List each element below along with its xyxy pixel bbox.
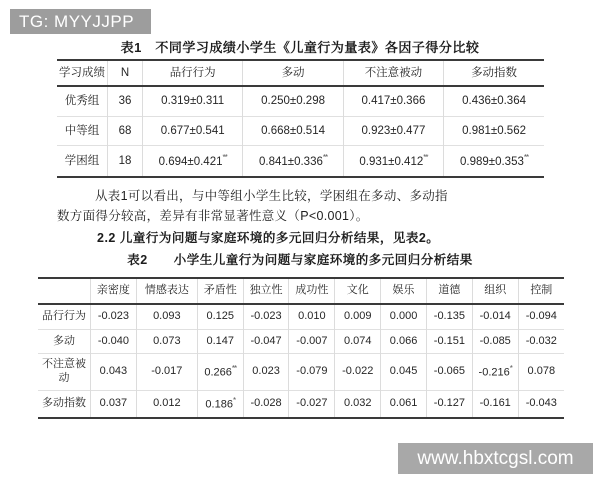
table2-col-header-3: 矛盾性 — [197, 278, 243, 304]
table1-value-cell: 0.931±0.412** — [343, 146, 443, 178]
table1-group-cell: 学困组 — [64, 155, 100, 168]
table2-col-header-5: 成功性 — [289, 278, 335, 304]
significance-mark: ** — [222, 153, 227, 163]
table2-row-2 — [38, 354, 564, 391]
table2-row-3 — [38, 390, 564, 418]
table1-value-cell: 0.436±0.364 — [444, 86, 544, 116]
table2-value-cell: -0.094 — [518, 304, 564, 329]
table1-n-cell: 68 — [108, 116, 143, 145]
table1-value-cell: 0.923±0.477 — [343, 116, 443, 145]
table2-row-1 — [38, 329, 564, 354]
table2-value-cell: -0.022 — [335, 354, 381, 391]
table1-value-cell: 0.319±0.311 — [143, 86, 243, 116]
site-watermark: www.hbxtcgsl.com — [398, 443, 593, 474]
table2-head — [38, 278, 564, 304]
table1-head — [57, 60, 544, 86]
table2-value-cell: -0.079 — [289, 354, 335, 391]
table2-col-header-2: 情感表达 — [136, 278, 197, 304]
table2-row-label: 品行行为 — [42, 309, 86, 322]
table1-row-1 — [57, 116, 544, 145]
table2-value-cell: -0.017 — [136, 354, 197, 391]
table2-body — [38, 304, 564, 418]
table1-n-cell: 18 — [108, 146, 143, 178]
table1-title: 表1 不同学习成绩小学生《儿童行为量表》各因子得分比较 — [120, 40, 480, 55]
table2-value-cell: -0.028 — [243, 390, 289, 418]
table2-value-cell: 0.023 — [243, 354, 289, 391]
table2-row-0 — [38, 304, 564, 329]
table2-value-cell: -0.127 — [426, 390, 472, 418]
table2-value-cell: -0.032 — [518, 329, 564, 354]
table2-col-header-8: 道德 — [426, 278, 472, 304]
table1-value-cell: 0.250±0.298 — [243, 86, 343, 116]
table2-value-cell: -0.047 — [243, 329, 289, 354]
table1-col-header-0: 学习成绩 — [59, 67, 105, 79]
section-2-2-heading: 2.2 儿童行为问题与家庭环境的多元回归分析结果，见表2。 — [97, 231, 440, 245]
table2-value-cell: 0.147 — [197, 329, 243, 354]
table2-value-cell: 0.093 — [136, 304, 197, 329]
table2-value-cell: -0.027 — [289, 390, 335, 418]
table1-value-cell: 0.417±0.366 — [343, 86, 443, 116]
table2-value-cell: -0.007 — [289, 329, 335, 354]
table2-value-cell: -0.014 — [472, 304, 518, 329]
significance-mark: * — [232, 395, 236, 405]
table1-value-cell: 0.677±0.541 — [143, 116, 243, 145]
table2-value-cell: -0.135 — [426, 304, 472, 329]
table2-value-cell: 0.037 — [91, 390, 137, 418]
table2-row-label: 多动 — [53, 334, 75, 347]
significance-mark: ** — [523, 153, 529, 163]
table1-n-cell: 36 — [108, 86, 143, 116]
table1-row-2 — [57, 146, 544, 178]
significance-mark: ** — [322, 153, 328, 163]
table2-value-cell: 0.032 — [335, 390, 381, 418]
table2-row-label: 不注意被动 — [42, 358, 86, 384]
significance-mark: ** — [423, 153, 428, 163]
paragraph-line-1: 从表1可以看出，与中等组小学生比较，学困组在多动、多动指 — [95, 189, 448, 203]
significance-mark: ** — [231, 363, 237, 373]
table2-value-cell: -0.043 — [518, 390, 564, 418]
table2-col-header-6: 文化 — [335, 278, 381, 304]
table2-col-header-1: 亲密度 — [91, 278, 137, 304]
table2-col-header-4: 独立性 — [243, 278, 289, 304]
table1-row-0 — [57, 86, 544, 116]
table2-value-cell: 0.045 — [381, 354, 427, 391]
table2-value-cell: 0.186* — [197, 390, 243, 418]
table2-value-cell: 0.266** — [197, 354, 243, 391]
table2-title: 表2 小学生儿童行为问题与家庭环境的多元回归分析结果 — [127, 253, 473, 267]
table1-col-header-5: 多动指数 — [444, 60, 544, 86]
table2-regression-results — [38, 277, 564, 419]
table2-value-cell: 0.066 — [381, 329, 427, 354]
table2-col-header-10: 控制 — [518, 278, 564, 304]
tg-channel-badge: TG: MYYJJPP — [10, 9, 151, 34]
table2-value-cell: -0.040 — [91, 329, 137, 354]
table2-header-row — [38, 278, 564, 304]
table2-value-cell: -0.085 — [472, 329, 518, 354]
table2-col-header-7: 娱乐 — [381, 278, 427, 304]
table1-value-cell: 0.668±0.514 — [243, 116, 343, 145]
table2-value-cell: 0.125 — [197, 304, 243, 329]
table1-header-row — [57, 60, 544, 86]
table1-value-cell: 0.694±0.421** — [143, 146, 243, 178]
table2-col-header-9: 组织 — [472, 278, 518, 304]
table1-group-cell: 优秀组 — [64, 95, 100, 108]
table2-value-cell: 0.061 — [381, 390, 427, 418]
table2-value-cell: 0.012 — [136, 390, 197, 418]
analysis-paragraph — [57, 186, 549, 226]
significance-mark: * — [509, 363, 512, 373]
table2-value-cell: -0.216* — [472, 354, 518, 391]
table2-value-cell: -0.023 — [91, 304, 137, 329]
table1-col-header-4: 不注意被动 — [343, 60, 443, 86]
table2-value-cell: -0.065 — [426, 354, 472, 391]
table1-value-cell: 0.981±0.562 — [444, 116, 544, 145]
table1-group-cell: 中等组 — [64, 124, 100, 137]
table2-value-cell: -0.161 — [472, 390, 518, 418]
table2-col-header-0 — [38, 278, 91, 304]
table2-value-cell: 0.073 — [136, 329, 197, 354]
table2-value-cell: 0.078 — [518, 354, 564, 391]
table2-value-cell: 0.043 — [91, 354, 137, 391]
table1-body — [57, 86, 544, 177]
table2-value-cell: 0.074 — [335, 329, 381, 354]
table2-value-cell: -0.023 — [243, 304, 289, 329]
table2-value-cell: 0.009 — [335, 304, 381, 329]
table2-row-label: 多动指数 — [42, 397, 86, 410]
table1-value-cell: 0.989±0.353** — [444, 146, 544, 178]
table1-score-comparison — [57, 59, 544, 178]
table1-col-header-1: N — [108, 60, 143, 86]
table1-col-header-3: 多动 — [243, 60, 343, 86]
table1-value-cell: 0.841±0.336** — [243, 146, 343, 178]
table2-value-cell: 0.010 — [289, 304, 335, 329]
table2-value-cell: -0.151 — [426, 329, 472, 354]
paragraph-line-2: 数方面得分较高，差异有非常显著性意义（P<0.001）。 — [57, 209, 369, 223]
table1-col-header-2: 品行行为 — [143, 60, 243, 86]
table2-value-cell: 0.000 — [381, 304, 427, 329]
